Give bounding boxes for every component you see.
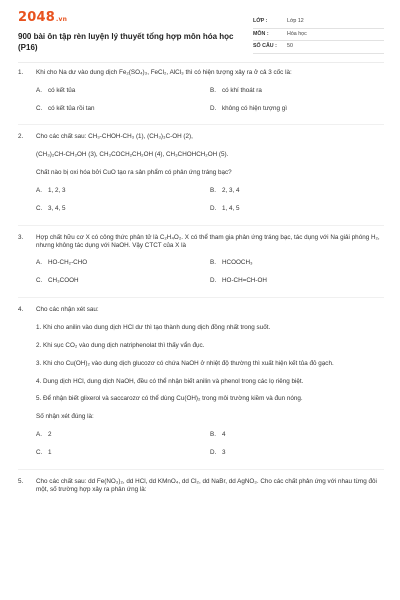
question-line: Số nhận xét đúng là: [36,413,94,421]
answer-option[interactable] [36,87,210,95]
option-text: có kết tủa [48,86,76,94]
option-letter: A. [36,86,42,94]
answer-options [36,187,384,213]
option-letter: A. [36,187,42,194]
question-line: 1. Khi cho anilin vào dung dịch HCl dư thì tạo thành dung dịch đồng nhất trong suốt. [36,324,271,332]
option-letter: A. [36,259,42,267]
meta-row-socau [253,41,384,54]
question-divider [18,225,384,226]
question-number: 2. [18,133,24,141]
question-stem [18,69,384,77]
option-letter: B. [210,259,216,267]
answer-option[interactable] [210,205,384,213]
option-text: 1 [48,449,52,457]
answer-option[interactable] [36,449,210,457]
option-letter: D. [210,104,217,112]
question-text [36,133,384,177]
answer-option[interactable] [36,277,210,285]
option-letter: C. [36,204,43,212]
question-divider [18,297,384,298]
question-divider [18,469,384,470]
header-left [18,10,253,54]
option-letter: B. [210,187,216,194]
header-divider [18,62,384,63]
question-line: Chất nào bị oxi hóa bởi CuO tạo ra sản phẩm có phản ứng tráng bạc? [36,169,232,177]
question-line: Cho các nhận xét sau: [36,306,99,314]
option-text: HO-CH₂-CHO [48,259,88,267]
question-stem [18,306,384,421]
question-stem [18,133,384,177]
meta-label: MÔN : [253,30,269,37]
answer-option[interactable] [210,431,384,439]
answer-option[interactable] [210,277,384,285]
question-line: (CH₃)₂CH-CH₂OH (3), CH₃COCH₂CH₂OH (4), CH₃CHOHCH₂OH (5). [36,151,229,159]
meta-row-lop [253,16,384,29]
question-line: 4. Dung dịch HCl, dung dịch NaOH, đều có thể nhận biết anilin và phenol trong các lọ riêng biệt. [36,377,304,385]
option-text: 2, 3, 4 [222,187,240,194]
meta-row-mon [253,29,384,42]
question-number: 5. [18,477,24,485]
option-letter: D. [210,449,217,457]
answer-option[interactable] [36,431,210,439]
answer-option[interactable] [210,105,384,113]
option-text: 1, 2, 3 [48,187,66,194]
question-line: 5. Để nhận biết glixerol và saccarozơ có thể dùng Cu(OH)₂ trong môi trường kiềm và đun nóng. [36,395,303,403]
option-text: 2 [48,431,52,439]
option-text: có kết tủa rồi tan [48,104,95,112]
meta-value: Lớp 12 [287,18,304,24]
question-text [36,478,384,494]
question-line: Cho các chất sau: CH₃-CHOH-CH₃ (1), (CH₃)₃C-OH (2), [36,133,193,141]
option-text: 3, 4, 5 [48,204,66,212]
question-text [36,234,384,250]
answer-option[interactable] [36,259,210,267]
brand-logo[interactable] [18,10,253,26]
header [18,10,384,54]
question-stem [18,478,384,494]
answer-option[interactable] [36,205,210,213]
question-line: Cho các chất sau: dd Fe(NO₃)₂, dd HCl, dd KMnO₄, dd Cl₂, dd NaBr, dd AgNO₃. Cho các chất phản ứng với nhau từng đôi một, số trường hợp xảy ra phản ứng là: [36,477,377,493]
option-text: 1, 4, 5 [222,204,240,212]
question-5 [18,478,384,494]
option-letter: D. [210,204,217,212]
answer-option[interactable] [36,105,210,113]
meta-label: LỚP : [253,18,268,24]
meta-label: SỐ CÂU : [253,43,277,50]
question-number: 1. [18,68,24,76]
answer-option[interactable] [210,449,384,457]
question-stem [18,234,384,250]
option-text: HO-CH=CH-OH [222,277,267,285]
option-text: 4 [222,431,226,439]
question-1 [18,69,384,126]
option-letter: C. [36,104,43,112]
answer-options [36,431,384,457]
option-letter: B. [210,86,216,94]
option-letter: C. [36,449,43,457]
answer-options [36,87,384,113]
meta-table [253,16,384,54]
question-line: Khi cho Na dư vào dung dịch Fe₂(SO₄)₃, FeCl₂, AlCl₃ thì có hiện tượng xảy ra ở cả 3 cốc là: [36,68,292,76]
answer-option[interactable] [36,187,210,195]
question-number: 3. [18,233,24,241]
answer-option[interactable] [210,187,384,195]
question-4 [18,306,384,470]
option-text: có khí thoát ra [222,86,262,94]
question-line: 2. Khi sục CO₂ vào dung dịch natriphenolat thì thấy vẩn đục. [36,341,205,349]
option-letter: B. [210,431,216,439]
option-letter: C. [36,277,43,285]
brand-name: 2048 [18,10,55,25]
page-title: 900 bài ôn tập rèn luyện lý thuyết tổng hợp môn hóa học (P16) [18,32,234,53]
question-list [18,69,384,494]
answer-option[interactable] [210,259,384,267]
option-text: 3 [222,449,226,457]
option-letter: D. [210,277,217,285]
question-line: 3. Khi cho Cu(OH)₂ vào dung dịch glucozơ có chứa NaOH ở nhiệt độ thường thì xuất hiện kết tủa đỏ gạch. [36,359,334,367]
option-letter: A. [36,431,42,439]
question-3 [18,234,384,298]
option-text: HCOOCH₃ [222,259,253,267]
meta-value: 50 [287,43,293,50]
option-text: CH₃COOH [48,277,79,285]
question-text [36,69,384,77]
brand-suffix: .vn [55,16,68,23]
answer-options [36,259,384,285]
option-text: không có hiện tượng gì [222,104,288,112]
question-line: Hợp chất hữu cơ X có công thức phân tử là C₂H₄O₂. X có thể tham gia phản ứng tráng bạc, tác dụng với Na giải phóng H₂, nhưng không tác dụng với NaOH. Vậy CTCT của X là [36,233,380,249]
question-2 [18,133,384,225]
answer-option[interactable] [210,87,384,95]
meta-value: Hóa học [287,30,307,37]
question-text [36,306,384,421]
question-number: 4. [18,306,24,314]
question-divider [18,124,384,125]
